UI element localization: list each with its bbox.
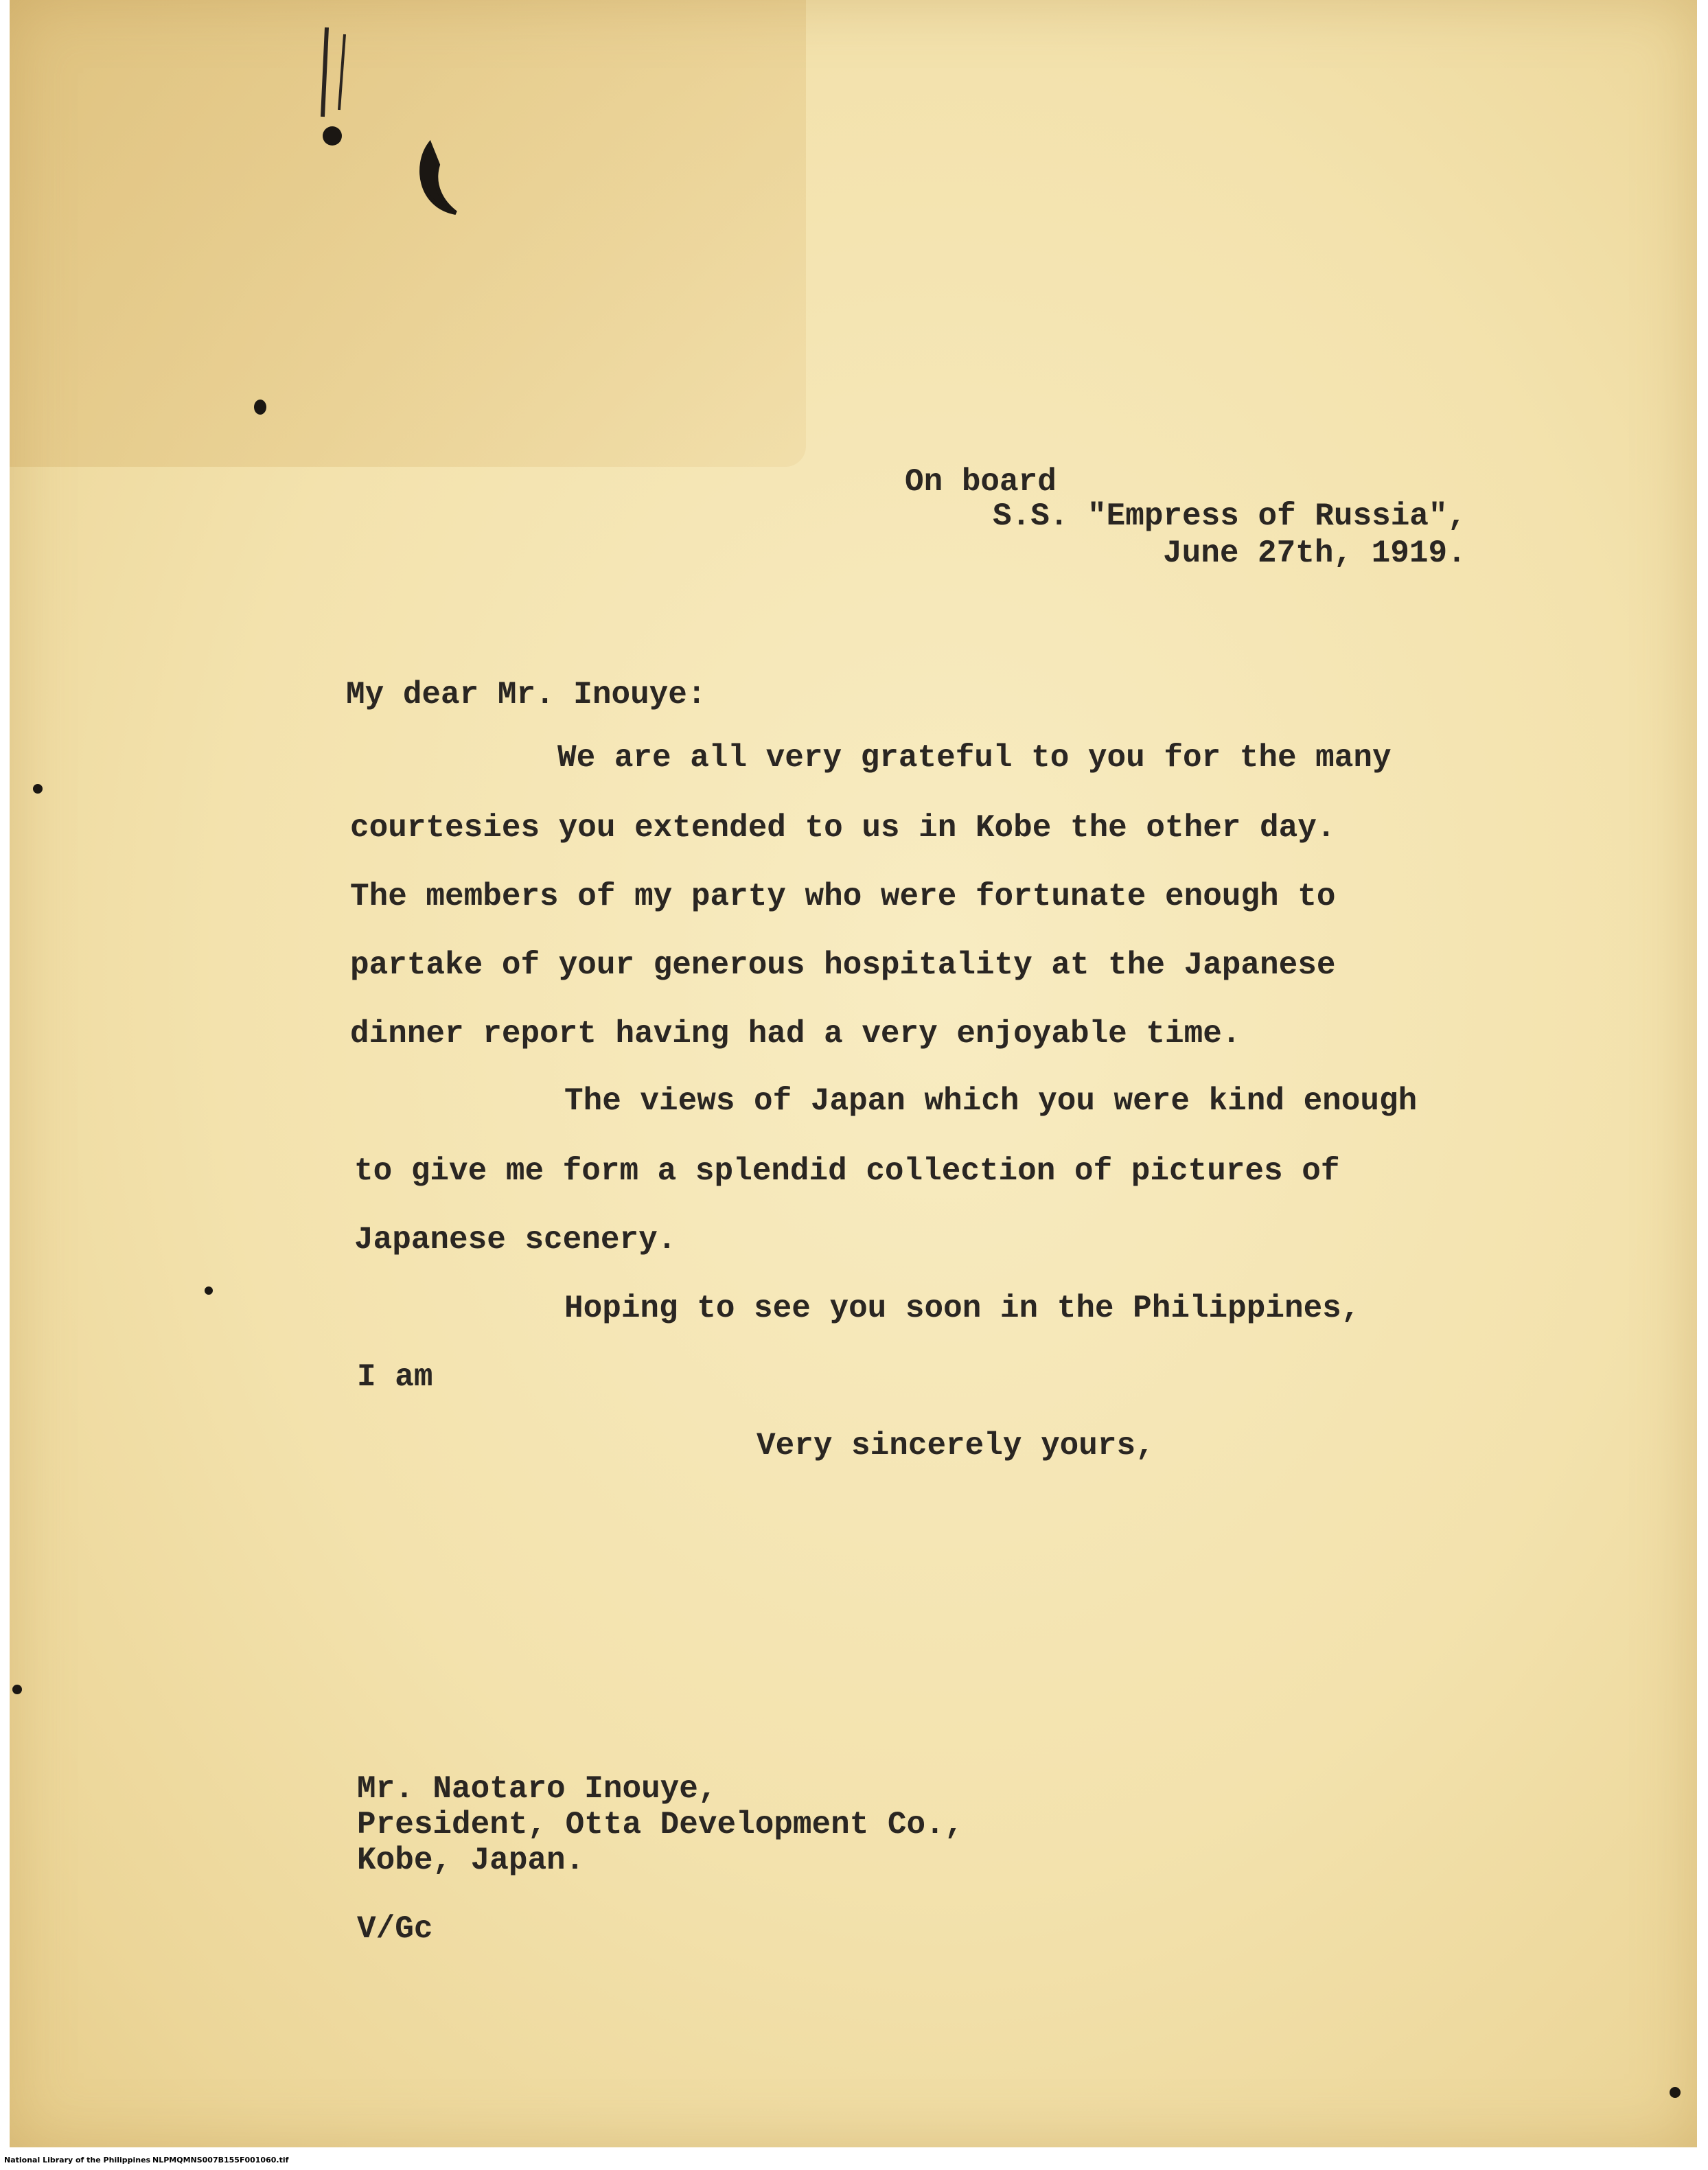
- ink-blot: [323, 126, 342, 146]
- letter-sheet: [10, 0, 1697, 2147]
- para3-line: Hoping to see you soon in the Philippines,: [564, 1291, 1361, 1326]
- typist-initials: V/Gc: [357, 1911, 433, 1947]
- letter-date: June 27th, 1919.: [1163, 535, 1466, 571]
- footer-file-id: NLPMQMNS007B155F001060.tif: [152, 2156, 289, 2165]
- ink-dot-5: [1670, 2087, 1681, 2098]
- addressee-line-3: Kobe, Japan.: [357, 1843, 585, 1878]
- addressee-line-1: Mr. Naotaro Inouye,: [357, 1771, 717, 1807]
- para2-line-2: to give me form a splendid collection of pictures of: [354, 1153, 1340, 1189]
- closing: Very sincerely yours,: [757, 1428, 1155, 1464]
- para1-line-1: We are all very grateful to you for the many: [557, 740, 1392, 776]
- para1-line-5: dinner report having had a very enjoyable time.: [350, 1016, 1241, 1052]
- ink-dot-2: [33, 784, 43, 794]
- ink-dot-1: [254, 400, 266, 415]
- addressee-line-2: President, Otta Development Co.,: [357, 1807, 964, 1843]
- para2-line-3: Japanese scenery.: [354, 1222, 677, 1258]
- footer-library-name: National Library of the Philippines: [4, 2156, 151, 2165]
- para1-line-2: courtesies you extended to us in Kobe the other day.: [350, 810, 1336, 846]
- i-am: I am: [357, 1359, 433, 1395]
- ink-stroke-1: [323, 27, 327, 117]
- salutation: My dear Mr. Inouye:: [346, 677, 706, 713]
- ink-hook: [422, 144, 456, 213]
- ink-dot-3: [205, 1286, 213, 1295]
- ink-mark-top: [284, 14, 504, 227]
- ink-dot-4: [12, 1685, 22, 1694]
- place-line-1: On board: [905, 464, 1057, 500]
- para2-line-1: The views of Japan which you were kind enough: [564, 1083, 1418, 1119]
- place-line-2: S.S. "Empress of Russia",: [993, 498, 1467, 534]
- ink-stroke-2: [339, 34, 345, 110]
- para1-line-3: The members of my party who were fortunate enough to: [350, 879, 1336, 914]
- para1-line-4: partake of your generous hospitality at the Japanese: [350, 947, 1336, 983]
